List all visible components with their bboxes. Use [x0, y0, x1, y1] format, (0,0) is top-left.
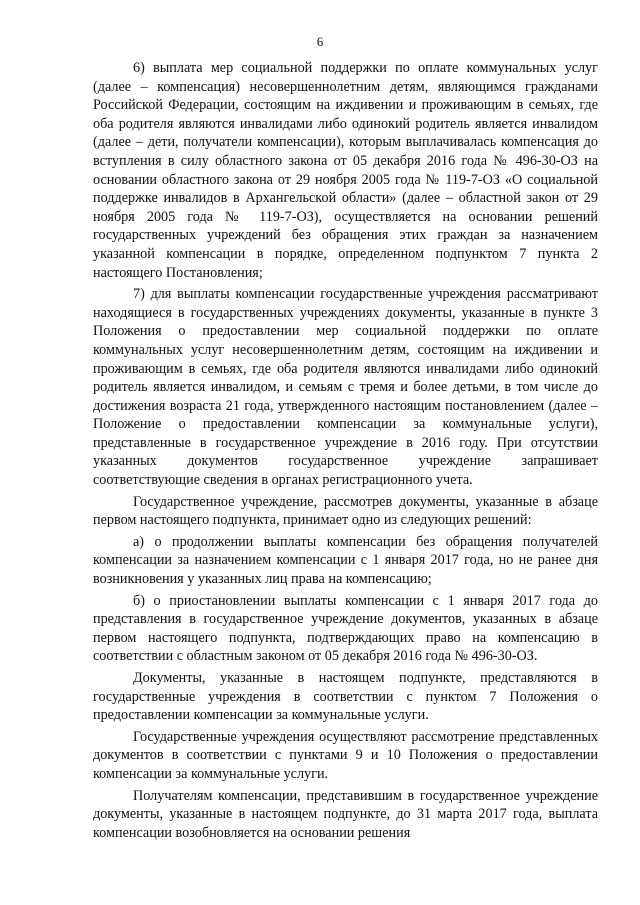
paragraph-decision-a: а) о продолжении выплаты компенсации без обращения получателей компенсации за назначением компенсации с 1 января 2017 года, но не ранее дня возникновения у указанных лиц права на компенсацию;: [93, 533, 598, 588]
paragraph-item-7: 7) для выплаты компенсации государственные учреждения рассматривают находящиеся в государственных учреждениях документы, указанные в пункте 3 Положения о предоставлении мер социальной поддержки по оплате коммунальных услуг несовершеннолетним детям, состоящим на иждивении и проживающим в семьях, где оба родителя являются инвалидами либо одинокий родитель является инвалидом, и семьям с тремя и более детьми, в том числе до достижения возраста 21 года, утвержденного настоящим постановлением (далее – Положение о предоставлении компенсации за коммунальные услуги), представленные в государственное учреждение в 2016 году. При отсутствии указанных документов государственное учреждение запрашивает соответствующие сведения в органах регистрационного учета.: [93, 286, 598, 489]
paragraph-documents-review: Государственные учреждения осуществляют рассмотрение представленных документов в соответствии с пунктами 9 и 10 Положения о предоставлении компенсации за коммунальные услуги.: [93, 728, 598, 782]
page-number: 6: [316, 34, 324, 49]
paragraph-payment-resumption: Получателям компенсации, представившим в государственное учреждение документы, указанные в настоящем подпункте, до 31 марта 2017 года, выплата компенсации возобновляется на основании решения: [93, 787, 598, 841]
paragraph-documents-submission: Документы, указанные в настоящем подпункте, представляются в государственные учреждения в соответствии с пунктом 7 Положения о предоставлении компенсации за коммунальные услуги.: [93, 670, 598, 724]
document-text-body: [93, 59, 598, 845]
paragraph-decision-b: б) о приостановлении выплаты компенсации с 1 января 2017 года до представления в государственное учреждение документов, указанных в абзаце первом настоящего подпункта, подтверждающих право на компенсацию в соответствии с областным законом от 05 декабря 2016 года № 496-30-ОЗ.: [93, 592, 598, 665]
paragraph-item-6: 6) выплата мер социальной поддержки по оплате коммунальных услуг (далее – компенсация) несовершеннолетним детям, являющимся гражданами Российской Федерации, состоящим на иждивении и проживающим в семьях, где оба родителя являются инвалидами либо одинокий родитель является инвалидом (далее – дети, получатели компенсации), которым выплачивалась компенсация до вступления в силу областного закона от 05 декабря 2016 года № 496-30-ОЗ на основании областного закона от 29 ноября 2005 года № 119-7-ОЗ «О социальной поддержке инвалидов в Архангельской области» (далее – областной закон от 29 ноября 2005 года № 119-7-ОЗ), осуществляется на основании решений государственных учреждений без обращения этих граждан за назначением указанной компенсации в порядке, определенном подпунктом 7 пункта 2 настоящего Постановления;: [93, 60, 598, 281]
paragraph-decision-intro: Государственное учреждение, рассмотрев документы, указанные в абзаце первом настоящего подпункта, принимает одно из следующих решений:: [93, 493, 598, 529]
